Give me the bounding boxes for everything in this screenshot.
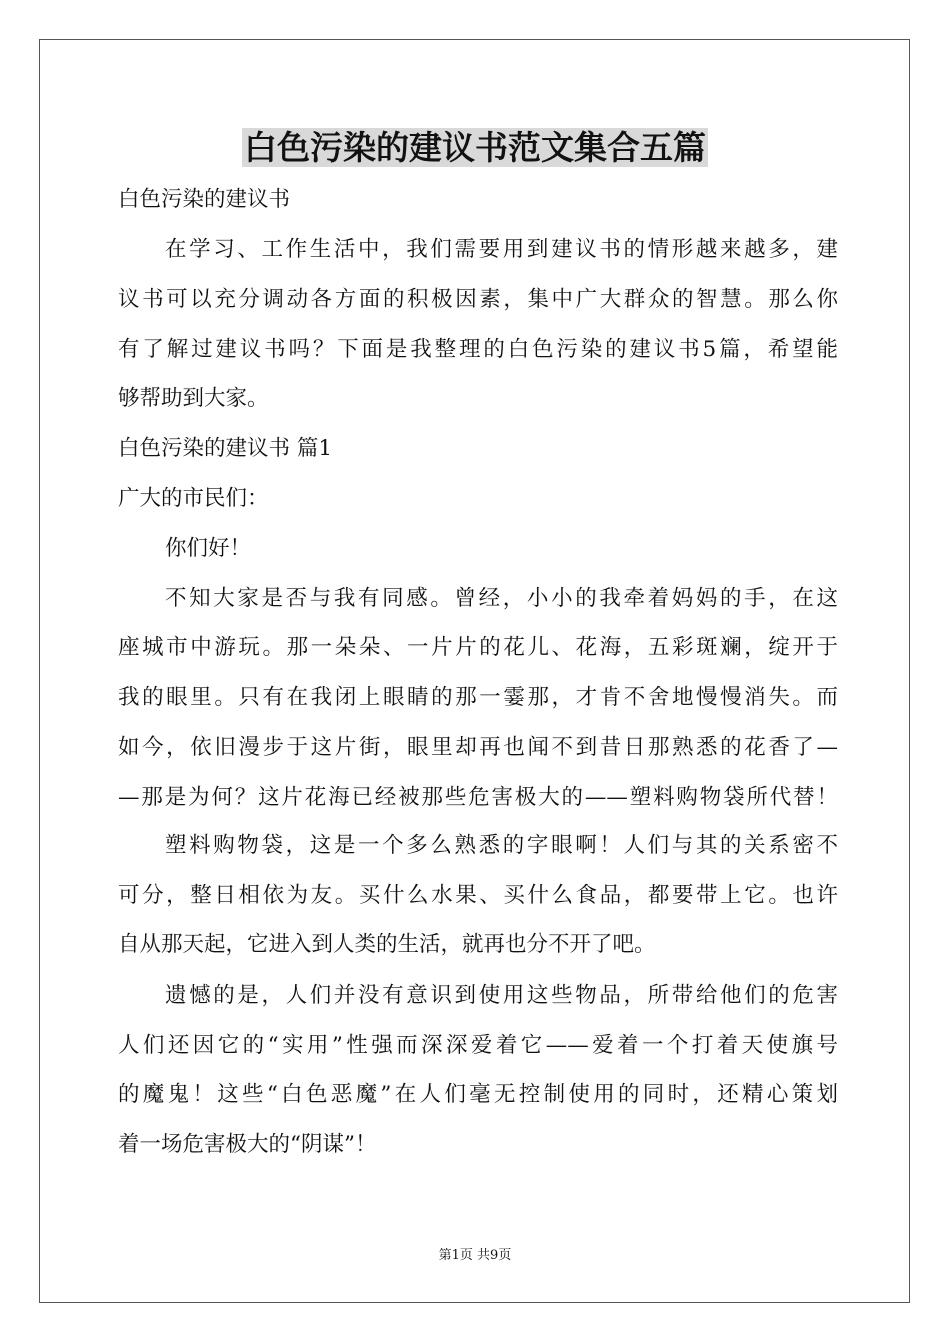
page-border: [39, 39, 910, 1303]
salutation: 广大的市民们：: [118, 486, 269, 511]
greeting: 你们好！: [165, 536, 252, 561]
paragraph-line: 有了解过建议书吗？下面是我整理的白色污染的建议书5篇，希望能: [118, 337, 838, 362]
paragraph-line: 议书可以充分调动各方面的积极因素，集中广大群众的智慧。那么你: [118, 287, 838, 312]
paragraph-line: 我的眼里。只有在我闭上眼睛的那一霎那，才肯不舍地慢慢消失。而: [118, 685, 838, 710]
paragraph-line: 自从那天起，它进入到人类的生活，就再也分不开了吧。: [118, 932, 656, 957]
paragraph-line: 如今，依旧漫步于这片街，眼里却再也闻不到昔日那熟悉的花香了—: [118, 735, 838, 760]
paragraph-line: 着一场危害极大的“阴谋”！: [118, 1132, 377, 1157]
paragraph-line: 可分，整日相依为友。买什么水果、买什么食品，都要带上它。也许: [118, 883, 838, 908]
paragraph-line: 够帮助到大家。: [118, 386, 269, 411]
paragraph-line: 遗憾的是，人们并没有意识到使用这些物品，所带给他们的危害: [165, 983, 838, 1008]
page-number-footer: 第1页 共9页: [438, 1248, 512, 1263]
document-title: 白色污染的建议书范文集合五篇: [244, 128, 706, 167]
paragraph-line: 不知大家是否与我有同感。曾经，小小的我牵着妈妈的手，在这: [165, 586, 838, 611]
section-heading: 白色污染的建议书 篇1: [118, 436, 333, 461]
paragraph-line: 在学习、工作生活中，我们需要用到建议书的情形越来越多，建: [165, 237, 838, 262]
paragraph-line: 的魔鬼！这些“白色恶魔”在人们毫无控制使用的同时，还精心策划: [118, 1082, 838, 1107]
paragraph-line: 座城市中游玩。那一朵朵、一片片的花儿、花海，五彩斑斓，绽开于: [118, 635, 838, 660]
paragraph-line: 塑料购物袋，这是一个多么熟悉的字眼啊！人们与其的关系密不: [165, 833, 838, 858]
paragraph-line: —那是为何？这片花海已经被那些危害极大的——塑料购物袋所代替！: [118, 785, 838, 810]
document-subtitle: 白色污染的建议书: [118, 187, 291, 212]
paragraph-line: 人们还因它的“实用”性强而深深爱着它——爱着一个打着天使旗号: [118, 1033, 838, 1058]
